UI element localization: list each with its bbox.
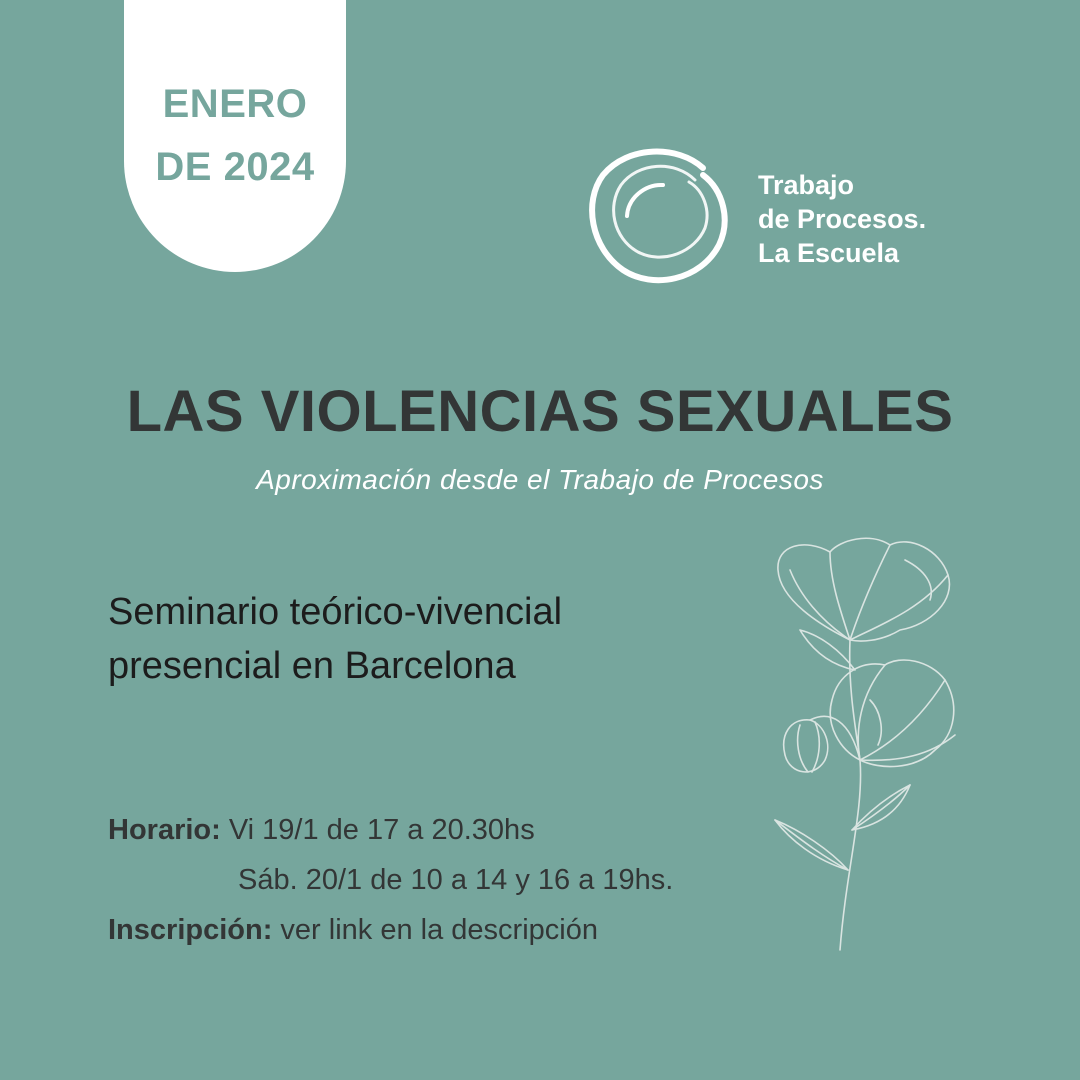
logo-line-2: de Procesos. xyxy=(758,204,927,234)
logo-line-3: La Escuela xyxy=(758,238,900,268)
schedule-row-2 xyxy=(238,862,673,898)
seminar-line-2: presencial en Barcelona xyxy=(108,645,516,687)
registration-value: ver link en la descripción xyxy=(280,914,598,946)
logo-line-1: Trabajo xyxy=(758,170,855,200)
seminar-description xyxy=(108,585,562,693)
registration-row xyxy=(108,912,598,948)
seminar-line-1: Seminario teórico-vivencial xyxy=(108,591,563,633)
page-title: LAS VIOLENCIAS SEXUALES xyxy=(126,379,954,444)
enso-circle-icon xyxy=(583,140,733,290)
registration-label: Inscripción: xyxy=(108,914,273,946)
schedule-label: Horario: xyxy=(108,814,221,846)
logo-text xyxy=(758,168,926,270)
schedule-row-1 xyxy=(108,812,535,848)
schedule-line-1: Vi 19/1 de 17 a 20.30hs xyxy=(228,814,535,846)
poppy-flower-illustration xyxy=(760,530,970,960)
schedule-line-2: Sáb. 20/1 de 10 a 14 y 16 a 19hs. xyxy=(238,864,674,896)
date-tab xyxy=(124,0,346,272)
date-year: DE 2024 xyxy=(155,145,315,189)
page-subtitle: Aproximación desde el Trabajo de Procesos xyxy=(256,464,824,495)
date-month: ENERO xyxy=(162,82,308,126)
